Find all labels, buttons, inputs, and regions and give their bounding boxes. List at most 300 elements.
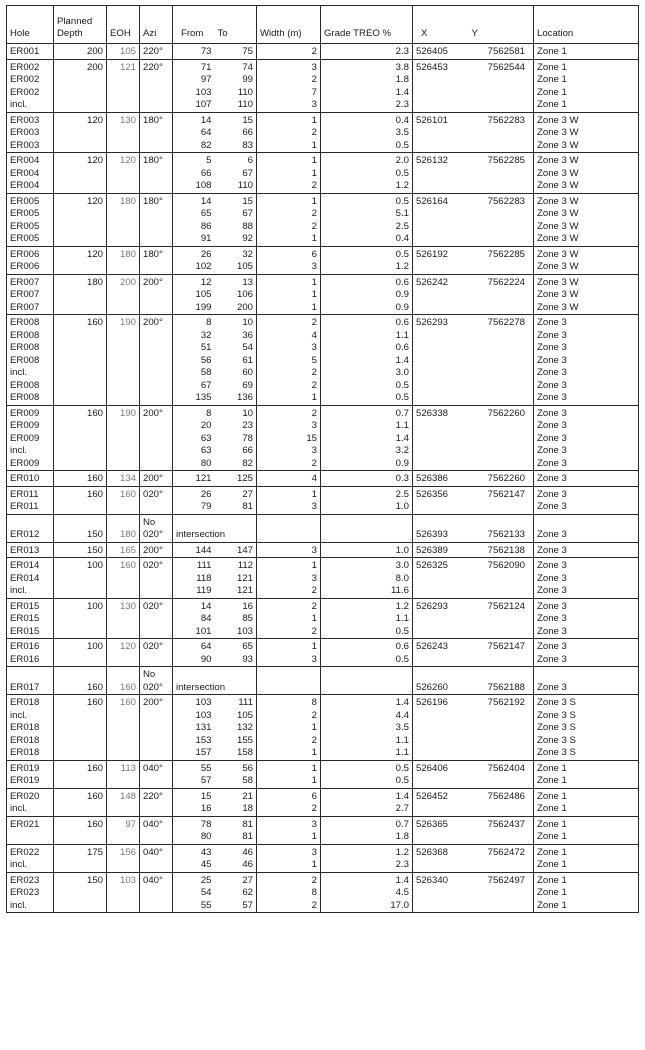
cell-azi: 200° bbox=[140, 315, 173, 330]
cell-eoh: 113 bbox=[107, 760, 140, 775]
table-row bbox=[7, 392, 639, 405]
cell-from: 71 bbox=[173, 59, 215, 74]
cell-to: 125 bbox=[215, 471, 257, 487]
cell-eoh: 103 bbox=[107, 872, 140, 887]
cell-location: Zone 1 bbox=[534, 803, 639, 816]
cell-to: 60 bbox=[215, 367, 257, 380]
cell-grade: 1.4 bbox=[321, 433, 413, 446]
table-row bbox=[7, 722, 639, 735]
cell-to: 65 bbox=[215, 639, 257, 654]
cell-width: 2 bbox=[257, 598, 321, 613]
cell-grade: 0.5 bbox=[321, 392, 413, 405]
table-row bbox=[7, 140, 639, 153]
cell-grade bbox=[321, 682, 413, 695]
cell-hole: ER003 bbox=[7, 140, 54, 153]
header-eoh: EOH bbox=[107, 6, 140, 44]
cell-y bbox=[469, 140, 534, 153]
cell-x: 526405 bbox=[413, 44, 469, 60]
cell-width: 1 bbox=[257, 274, 321, 289]
drill-results-table bbox=[6, 5, 639, 913]
cell-x: 526293 bbox=[413, 315, 469, 330]
cell-y bbox=[469, 887, 534, 900]
cell-eoh bbox=[107, 654, 140, 667]
cell-y bbox=[469, 501, 534, 514]
cell-y: 7562138 bbox=[469, 542, 534, 558]
cell-y: 7562472 bbox=[469, 844, 534, 859]
cell-to: 81 bbox=[215, 831, 257, 844]
cell-eoh bbox=[107, 613, 140, 626]
cell-azi bbox=[140, 261, 173, 274]
cell-azi bbox=[140, 168, 173, 181]
cell-from: 80 bbox=[173, 458, 215, 471]
cell-width: 2 bbox=[257, 127, 321, 140]
cell-width: 1 bbox=[257, 558, 321, 573]
cell-planned bbox=[54, 859, 107, 872]
cell-location: Zone 3 bbox=[534, 355, 639, 368]
cell-x bbox=[413, 710, 469, 723]
cell-azi: 200° bbox=[140, 274, 173, 289]
cell-grade: 0.5 bbox=[321, 760, 413, 775]
cell-planned: 175 bbox=[54, 844, 107, 859]
cell-y bbox=[469, 613, 534, 626]
cell-azi bbox=[140, 900, 173, 913]
cell-location: Zone 1 bbox=[534, 44, 639, 60]
cell-width: 2 bbox=[257, 74, 321, 87]
cell-x bbox=[413, 667, 469, 682]
cell-grade: 1.4 bbox=[321, 355, 413, 368]
cell-width: 3 bbox=[257, 542, 321, 558]
cell-azi: 180° bbox=[140, 153, 173, 168]
cell-location: Zone 1 bbox=[534, 59, 639, 74]
cell-grade: 3.5 bbox=[321, 127, 413, 140]
cell-grade: 1.1 bbox=[321, 330, 413, 343]
cell-from bbox=[173, 514, 215, 529]
cell-y bbox=[469, 573, 534, 586]
cell-location: Zone 3 S bbox=[534, 735, 639, 748]
cell-x: 526325 bbox=[413, 558, 469, 573]
cell-eoh bbox=[107, 831, 140, 844]
cell-location: Zone 3 W bbox=[534, 246, 639, 261]
cell-width: 6 bbox=[257, 246, 321, 261]
cell-azi bbox=[140, 380, 173, 393]
cell-planned: 160 bbox=[54, 486, 107, 501]
cell-planned bbox=[54, 127, 107, 140]
cell-to: 69 bbox=[215, 380, 257, 393]
header-azi: Azi bbox=[140, 6, 173, 44]
cell-x bbox=[413, 887, 469, 900]
cell-grade: 0.5 bbox=[321, 380, 413, 393]
cell-hole: ER005 bbox=[7, 221, 54, 234]
table-row bbox=[7, 887, 639, 900]
cell-location: Zone 3 bbox=[534, 330, 639, 343]
cell-y: 7562147 bbox=[469, 639, 534, 654]
cell-from: 63 bbox=[173, 433, 215, 446]
cell-from: 32 bbox=[173, 330, 215, 343]
cell-to: 57 bbox=[215, 900, 257, 913]
cell-hole: ER003 bbox=[7, 127, 54, 140]
cell-azi: 180° bbox=[140, 193, 173, 208]
cell-y bbox=[469, 420, 534, 433]
cell-from: 55 bbox=[173, 760, 215, 775]
cell-planned bbox=[54, 626, 107, 639]
cell-location: Zone 3 bbox=[534, 486, 639, 501]
table-row bbox=[7, 99, 639, 112]
cell-hole: ER005 bbox=[7, 193, 54, 208]
cell-location: Zone 3 bbox=[534, 458, 639, 471]
cell-to: 85 bbox=[215, 613, 257, 626]
cell-location: Zone 3 bbox=[534, 626, 639, 639]
cell-azi bbox=[140, 342, 173, 355]
cell-grade: 1.1 bbox=[321, 420, 413, 433]
table-row bbox=[7, 127, 639, 140]
header-to: To bbox=[215, 6, 257, 44]
cell-y bbox=[469, 367, 534, 380]
cell-location: Zone 3 bbox=[534, 613, 639, 626]
cell-eoh: 148 bbox=[107, 788, 140, 803]
cell-x: 526101 bbox=[413, 112, 469, 127]
cell-location: Zone 3 bbox=[534, 654, 639, 667]
cell-grade: 1.2 bbox=[321, 261, 413, 274]
cell-eoh bbox=[107, 261, 140, 274]
cell-x bbox=[413, 775, 469, 788]
cell-hole: ER023 bbox=[7, 887, 54, 900]
table-row bbox=[7, 654, 639, 667]
cell-azi: 200° bbox=[140, 405, 173, 420]
cell-eoh bbox=[107, 433, 140, 446]
cell-hole: ER008 bbox=[7, 330, 54, 343]
cell-y bbox=[469, 74, 534, 87]
cell-location bbox=[534, 667, 639, 682]
cell-to: 66 bbox=[215, 445, 257, 458]
cell-x: 526389 bbox=[413, 542, 469, 558]
cell-azi: 220° bbox=[140, 44, 173, 60]
cell-planned bbox=[54, 367, 107, 380]
cell-from: 65 bbox=[173, 208, 215, 221]
cell-width bbox=[257, 667, 321, 682]
cell-location: Zone 3 W bbox=[534, 112, 639, 127]
cell-azi bbox=[140, 302, 173, 315]
cell-eoh bbox=[107, 208, 140, 221]
cell-azi: 220° bbox=[140, 788, 173, 803]
cell-azi bbox=[140, 99, 173, 112]
cell-y: 7562404 bbox=[469, 760, 534, 775]
cell-location: Zone 3 W bbox=[534, 180, 639, 193]
cell-from: 12 bbox=[173, 274, 215, 289]
header-hole: Hole bbox=[7, 6, 54, 44]
cell-planned: 200 bbox=[54, 44, 107, 60]
table-row bbox=[7, 355, 639, 368]
table-row bbox=[7, 302, 639, 315]
cell-x bbox=[413, 233, 469, 246]
cell-from: 119 bbox=[173, 585, 215, 598]
cell-width: 2 bbox=[257, 380, 321, 393]
cell-width: 1 bbox=[257, 613, 321, 626]
cell-location: Zone 3 bbox=[534, 342, 639, 355]
cell-hole: ER008 bbox=[7, 392, 54, 405]
cell-hole: ER002 bbox=[7, 74, 54, 87]
cell-azi bbox=[140, 458, 173, 471]
cell-y bbox=[469, 355, 534, 368]
cell-hole: ER015 bbox=[7, 626, 54, 639]
cell-width: 2 bbox=[257, 735, 321, 748]
cell-hole: ER021 bbox=[7, 816, 54, 831]
cell-to: 83 bbox=[215, 140, 257, 153]
cell-width: 8 bbox=[257, 695, 321, 710]
cell-width: 3 bbox=[257, 261, 321, 274]
cell-to: 110 bbox=[215, 99, 257, 112]
cell-eoh bbox=[107, 140, 140, 153]
cell-grade: 1.0 bbox=[321, 542, 413, 558]
cell-x bbox=[413, 859, 469, 872]
cell-planned: 150 bbox=[54, 542, 107, 558]
cell-x: 526338 bbox=[413, 405, 469, 420]
cell-to: 136 bbox=[215, 392, 257, 405]
cell-y bbox=[469, 221, 534, 234]
cell-eoh: 160 bbox=[107, 695, 140, 710]
cell-eoh: 180 bbox=[107, 529, 140, 542]
cell-planned: 160 bbox=[54, 816, 107, 831]
cell-hole: ER008 bbox=[7, 342, 54, 355]
cell-y: 7562188 bbox=[469, 682, 534, 695]
cell-planned bbox=[54, 573, 107, 586]
cell-hole: ER002 bbox=[7, 87, 54, 100]
cell-hole: ER005 bbox=[7, 233, 54, 246]
cell-to: 61 bbox=[215, 355, 257, 368]
cell-width: 2 bbox=[257, 180, 321, 193]
cell-from: 97 bbox=[173, 74, 215, 87]
cell-hole bbox=[7, 667, 54, 682]
cell-from: 199 bbox=[173, 302, 215, 315]
cell-from: 67 bbox=[173, 380, 215, 393]
cell-to: 6 bbox=[215, 153, 257, 168]
cell-x: 526453 bbox=[413, 59, 469, 74]
cell-hole: ER009 bbox=[7, 405, 54, 420]
cell-to: 93 bbox=[215, 654, 257, 667]
cell-y bbox=[469, 445, 534, 458]
cell-y: 7562283 bbox=[469, 193, 534, 208]
table-row bbox=[7, 289, 639, 302]
header-y: Y bbox=[469, 6, 534, 44]
cell-y bbox=[469, 747, 534, 760]
cell-planned bbox=[54, 803, 107, 816]
cell-to: 81 bbox=[215, 501, 257, 514]
cell-eoh bbox=[107, 626, 140, 639]
cell-eoh bbox=[107, 74, 140, 87]
table-row bbox=[7, 420, 639, 433]
cell-to: 121 bbox=[215, 585, 257, 598]
table-row bbox=[7, 342, 639, 355]
cell-width: 8 bbox=[257, 887, 321, 900]
cell-planned bbox=[54, 99, 107, 112]
cell-grade: 1.8 bbox=[321, 831, 413, 844]
cell-y bbox=[469, 803, 534, 816]
cell-eoh: 200 bbox=[107, 274, 140, 289]
table-row bbox=[7, 514, 639, 529]
cell-azi bbox=[140, 140, 173, 153]
cell-planned: 160 bbox=[54, 788, 107, 803]
cell-grade: 0.6 bbox=[321, 639, 413, 654]
table-row bbox=[7, 59, 639, 74]
cell-hole: ER018 bbox=[7, 695, 54, 710]
cell-grade bbox=[321, 514, 413, 529]
cell-azi: 040° bbox=[140, 844, 173, 859]
cell-from: 26 bbox=[173, 486, 215, 501]
cell-y bbox=[469, 208, 534, 221]
cell-azi bbox=[140, 626, 173, 639]
cell-from: 14 bbox=[173, 598, 215, 613]
cell-planned: 120 bbox=[54, 112, 107, 127]
cell-location: Zone 3 bbox=[534, 433, 639, 446]
cell-planned bbox=[54, 585, 107, 598]
cell-y bbox=[469, 127, 534, 140]
cell-eoh bbox=[107, 221, 140, 234]
cell-y: 7562437 bbox=[469, 816, 534, 831]
cell-to: 15 bbox=[215, 112, 257, 127]
table-row bbox=[7, 598, 639, 613]
cell-grade: 0.5 bbox=[321, 626, 413, 639]
cell-grade bbox=[321, 529, 413, 542]
cell-eoh bbox=[107, 99, 140, 112]
cell-location: Zone 3 W bbox=[534, 208, 639, 221]
cell-y bbox=[469, 392, 534, 405]
cell-eoh: 121 bbox=[107, 59, 140, 74]
cell-grade: 2.0 bbox=[321, 153, 413, 168]
cell-width: 1 bbox=[257, 831, 321, 844]
cell-x: 526386 bbox=[413, 471, 469, 487]
cell-eoh: 180 bbox=[107, 246, 140, 261]
cell-to: 74 bbox=[215, 59, 257, 74]
cell-y bbox=[469, 722, 534, 735]
cell-hole: ER007 bbox=[7, 289, 54, 302]
cell-planned: 160 bbox=[54, 760, 107, 775]
cell-y bbox=[469, 514, 534, 529]
cell-azi bbox=[140, 445, 173, 458]
cell-width: 2 bbox=[257, 900, 321, 913]
cell-y bbox=[469, 233, 534, 246]
table-row bbox=[7, 274, 639, 289]
cell-eoh bbox=[107, 887, 140, 900]
cell-y bbox=[469, 433, 534, 446]
cell-location: Zone 3 bbox=[534, 315, 639, 330]
cell-grade: 0.5 bbox=[321, 246, 413, 261]
cell-x: 526196 bbox=[413, 695, 469, 710]
cell-to: 121 bbox=[215, 573, 257, 586]
cell-location: Zone 3 bbox=[534, 639, 639, 654]
cell-x: 526260 bbox=[413, 682, 469, 695]
cell-x bbox=[413, 458, 469, 471]
cell-azi bbox=[140, 722, 173, 735]
cell-grade: 11.6 bbox=[321, 585, 413, 598]
cell-to: 105 bbox=[215, 710, 257, 723]
cell-to: 103 bbox=[215, 626, 257, 639]
cell-from: 135 bbox=[173, 392, 215, 405]
cell-to: 66 bbox=[215, 127, 257, 140]
cell-hole: ER009 bbox=[7, 433, 54, 446]
cell-from: 103 bbox=[173, 87, 215, 100]
cell-x bbox=[413, 355, 469, 368]
cell-to: 10 bbox=[215, 405, 257, 420]
cell-grade: 1.0 bbox=[321, 501, 413, 514]
cell-from: 84 bbox=[173, 613, 215, 626]
cell-grade: 0.5 bbox=[321, 168, 413, 181]
cell-azi bbox=[140, 747, 173, 760]
table-row bbox=[7, 367, 639, 380]
table-row bbox=[7, 458, 639, 471]
cell-width: 1 bbox=[257, 392, 321, 405]
cell-from: 80 bbox=[173, 831, 215, 844]
cell-location: Zone 3 bbox=[534, 501, 639, 514]
cell-location: Zone 1 bbox=[534, 900, 639, 913]
cell-hole: incl. bbox=[7, 803, 54, 816]
cell-hole: ER023 bbox=[7, 872, 54, 887]
cell-planned: 150 bbox=[54, 872, 107, 887]
cell-azi bbox=[140, 289, 173, 302]
cell-location: Zone 3 bbox=[534, 367, 639, 380]
cell-width: 1 bbox=[257, 112, 321, 127]
cell-x bbox=[413, 626, 469, 639]
cell-to: 67 bbox=[215, 208, 257, 221]
cell-width: 3 bbox=[257, 99, 321, 112]
cell-grade: 5.1 bbox=[321, 208, 413, 221]
cell-hole: ER018 bbox=[7, 747, 54, 760]
cell-location: Zone 3 W bbox=[534, 168, 639, 181]
table-row bbox=[7, 900, 639, 913]
cell-width: 3 bbox=[257, 844, 321, 859]
cell-y bbox=[469, 289, 534, 302]
cell-to: 21 bbox=[215, 788, 257, 803]
cell-azi bbox=[140, 330, 173, 343]
cell-hole: ER006 bbox=[7, 261, 54, 274]
cell-eoh: 190 bbox=[107, 405, 140, 420]
cell-to: 110 bbox=[215, 180, 257, 193]
cell-planned: 160 bbox=[54, 405, 107, 420]
cell-hole: ER012 bbox=[7, 529, 54, 542]
cell-x bbox=[413, 140, 469, 153]
cell-to: 10 bbox=[215, 315, 257, 330]
cell-planned bbox=[54, 302, 107, 315]
cell-planned bbox=[54, 433, 107, 446]
table-row bbox=[7, 471, 639, 487]
cell-location: Zone 1 bbox=[534, 872, 639, 887]
table-row bbox=[7, 380, 639, 393]
cell-planned bbox=[54, 887, 107, 900]
cell-to: 99 bbox=[215, 74, 257, 87]
cell-planned: 160 bbox=[54, 682, 107, 695]
cell-location: Zone 3 bbox=[534, 682, 639, 695]
cell-x: 526243 bbox=[413, 639, 469, 654]
cell-to: 16 bbox=[215, 598, 257, 613]
cell-grade: 0.3 bbox=[321, 471, 413, 487]
cell-width: 2 bbox=[257, 626, 321, 639]
cell-grade: 3.0 bbox=[321, 367, 413, 380]
cell-width: 3 bbox=[257, 420, 321, 433]
cell-location: Zone 3 W bbox=[534, 153, 639, 168]
header-planned-depth: Planned Depth bbox=[54, 6, 107, 44]
cell-grade: 4.5 bbox=[321, 887, 413, 900]
cell-eoh bbox=[107, 392, 140, 405]
cell-x bbox=[413, 342, 469, 355]
cell-eoh bbox=[107, 380, 140, 393]
cell-grade: 0.9 bbox=[321, 289, 413, 302]
table-row bbox=[7, 112, 639, 127]
cell-grade: 0.6 bbox=[321, 342, 413, 355]
cell-azi bbox=[140, 355, 173, 368]
table-row bbox=[7, 44, 639, 60]
cell-to: 56 bbox=[215, 760, 257, 775]
cell-planned bbox=[54, 710, 107, 723]
cell-location: Zone 1 bbox=[534, 760, 639, 775]
cell-width: 1 bbox=[257, 722, 321, 735]
